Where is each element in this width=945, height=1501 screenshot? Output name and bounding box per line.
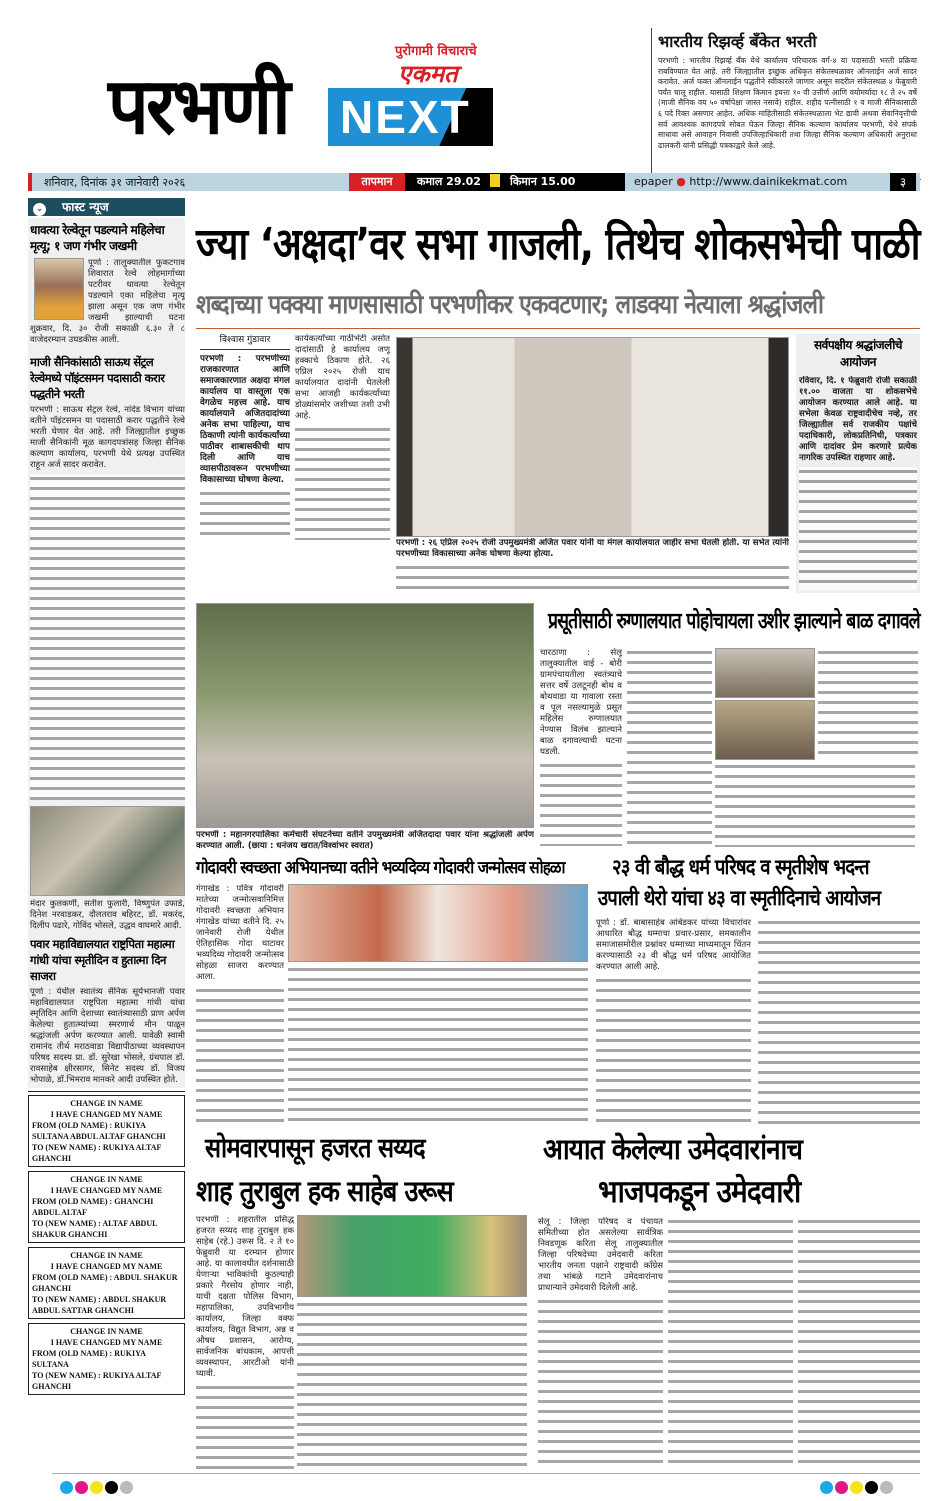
lead-subheadline: शब्दाच्या पक्क्या माणसासाठी परभणीकर एकवटणार; लाडक्या नेत्याला श्रद्धांजली [196, 290, 824, 320]
color-registration-marks [60, 1479, 135, 1498]
story6-headline-2: भाजपकडून उमेदवारी [598, 1174, 801, 1210]
epaper-label [634, 175, 847, 188]
story3-column-1 [196, 884, 284, 1124]
tagline: पुरोगामी विचाराचे [395, 44, 477, 59]
epaper-text: epaper [634, 175, 673, 188]
victim-photo [34, 258, 84, 320]
name-change-notice [28, 1095, 185, 1167]
story2-headline: प्रसूतीसाठी रुग्णालयात पोहोचायला उशीर झाल्याने बाळ दगावले [548, 609, 920, 634]
story-railway-headline: माजी सैनिकांसाठी साऊथ सेंट्रल रेल्वेमध्ये पॉइंटसमन पदासाठी करार पद्धतीने भरती [30, 355, 165, 401]
lead-intro: परभणी : परभणीच्या राजकारणात आणि समाजकारणात अक्षदा मंगल कार्यालय या वास्तूला एक वेगळेच महत्त्व आहे. याच कार्यालयाने अजितदादांच्या अनेक सभा पाहिल्या, याच ठिकाणी त्यांनी कार्यकर्त्यांच्या पाठीवर शाबासकीची थाप दिली आणि याच व्यासपीठावरून परभणीच्या विकासाच्या घोषणा केल्या. [200, 354, 290, 485]
story-tribute-tail: मंदार कुलकर्णी, सतीश फुलारी, विष्णुपंत उफाडे, दिनेश नरवाडकर, दौलतराव बहिरट, डॉ. मकरंद, दिलीप पढारे, गोविंद भोसले, उद्धव वाघमारे आदी. [30, 899, 185, 931]
color-registration-marks [820, 1479, 895, 1498]
cyan-dot [60, 1481, 73, 1494]
magenta-dot [835, 1481, 848, 1494]
bottom-rule [52, 1473, 920, 1474]
tribute-box-headline: सर्वपक्षीय श्रद्धांजलीचे आयोजन [814, 338, 902, 369]
story3-headline: गोदावरी स्वच्छता अभियानच्या वतीने भव्यदिव्य गोदावरी जन्मोत्सव सोहळा [196, 858, 565, 878]
dargah-photo [297, 1215, 527, 1297]
name-change-notice [28, 1247, 185, 1319]
story3-body: गंगाखेड : पवित्र गोदावरी मातेच्या जन्मोत्सवानिमित्त गोदावरी स्वच्छता अभियान गंगाखेड यांच्या वतीने दि. २५ जानेवारी रोजी येथील ऐतिहासिक गोदा घाटावर भव्यदिव्य गोदावरी जन्मोत्सव सोहळा साजरा करण्यात आला. [196, 884, 284, 982]
story-gandhi-body: पूर्णा : येथील स्वातंत्र्य सैनिक सूर्यभानजी पवार महाविद्यालयात राष्ट्रपिता महात्मा गांधी यांचा स्मृतिदिन आणि देशाच्या स्वातंत्र्यासाठी प्राण अर्पण केलेल्या हुतात्म्यांच्या स्मरणार्थ मौन पाळून श्रद्धांजली अर्पण करण्यात आली. यावेळी स्वामी रामानंद तीर्थ मराठवाडा विद्यापीठाच्या व्यवस्थापन परिषद सदस्य प्रा. डॉ. सुरेखा भोसले, ग्रंथपाल डॉ. रावसाहेब क्षीरसागर, सिनेट सदस्य डॉ. विजय भोपाळे, डॉ.भिमराव मानकरे आदी उपस्थित होते. [30, 987, 185, 1085]
text-block [715, 762, 915, 847]
text-block [196, 1383, 294, 1470]
divider [28, 1091, 185, 1092]
text-block [30, 474, 185, 800]
fast-news-header [28, 198, 185, 216]
rbi-notice [651, 28, 921, 180]
story4-column-1 [596, 918, 751, 1125]
date: शनिवार, दिनांक ३१ जानेवारी २०२६ [44, 176, 186, 189]
notice-to: TO (NEW NAME) : ABDUL SHAKUR ABDUL SATTAR GHANCHI [32, 1295, 167, 1315]
story5-body: परभणी : शहरातील प्रसिद्ध हजरत सय्यद शाह तुराबुल हक साहेब (रहे.) उरूस दि. २ ते १० फेब्रुवारी या दरम्यान होणार आहे. या कालावधीत दर्शनासाठी येणाऱ्या भाविकांची कुठल्याही प्रकारे गैरसोय होणार नाही, याची दक्षता पोलिस विभाग, महापालिका, उपविभागीय कार्यालय, जिल्हा वक्फ कार्यालय, विद्युत विभाग, अन्न व औषध प्रशासन, आरोग्य, सार्वजनिक बांधकाम, आपत्ती व्यवस्थापन, आरटीओ यांनी घ्यावी. [196, 1215, 294, 1379]
story5-column-1 [196, 1215, 294, 1470]
story6-headline-1: आयात केलेल्या उमेदवारांनाच [543, 1132, 803, 1166]
divider [196, 328, 920, 329]
next-logo [328, 88, 493, 146]
byline: विश्वास गुंडावार [200, 334, 290, 350]
chevron-down-icon: ⌄ [33, 203, 46, 216]
epaper-url[interactable]: http://www.dainikekmat.com [689, 175, 848, 188]
story-train [30, 258, 185, 346]
story-train-headline: धावत्या रेल्वेतून पडल्याने महिलेचा मृत्यू; १ जण गंभीर जखमी [30, 223, 165, 253]
black-dot [105, 1481, 118, 1494]
story-train-body: पूर्णा : तालुक्यातील फुकटगाव शिवारात रेल्वे लोहमार्गाच्या पटरीवर धावत्या रेल्वेतून पडल्याने एका महिलेचा मृत्यू झाला असून एक जण गंभीर जखमी झाल्याची घटना शुक्रवार, दि. ३० रोजी सकाळी ६.३० ते ८ वाजेदरम्यान उघडकीस आली. [30, 258, 185, 345]
tribute-box [796, 334, 920, 593]
left-stories [30, 222, 185, 1086]
name-change-notice [28, 1323, 185, 1395]
lead-headline: ज्या ‘अक्षदा’वर सभा गाजली, तिथेच शोकसभेची पाळी [196, 219, 920, 270]
rbi-headline: भारतीय रिझर्व्ह बँकेत भरती [658, 32, 817, 51]
ekmat-logo: एकमत [398, 60, 458, 88]
text-block [295, 425, 390, 540]
story5-headline-1: सोमवारपासून हजरत सय्यद [205, 1133, 425, 1164]
lead-column-2 [295, 334, 390, 540]
text-block [627, 648, 712, 848]
story4-headline-1: २३ वी बौद्ध धर्म परिषद व स्मृतीशेष भदन्त [612, 855, 869, 879]
lead-col2: कार्यकर्त्यांच्या गाठीभेटी असोत दादांसाठी हे कार्यालय जणू हक्काचे ठिकाण होते. २६ एप्रिल २०२५ रोजी याच कार्यालयात दादांनी घेतलेली सभा आजही कार्यकर्त्यांच्या डोळ्यांसमोर जशीच्या तशी उभी आहे. [295, 334, 390, 421]
tribute-photo-left [30, 806, 185, 896]
page-number: ३ [890, 173, 916, 191]
text-block [288, 965, 588, 1125]
text-block [799, 467, 917, 590]
notice-sub: I HAVE CHANGED MY NAME [50, 1262, 163, 1271]
story6-column-1 [538, 1217, 663, 1470]
text-block [297, 1300, 527, 1470]
magenta-dot [75, 1481, 88, 1494]
notice-to: TO (NEW NAME) : RUKIYA ALTAF GHANCHI [32, 1143, 162, 1163]
cyan-dot [820, 1481, 833, 1494]
text-block [758, 918, 920, 1125]
temp-min: किमान 15.00 [509, 175, 576, 188]
story6-body: सेलू : जिल्हा परिषद व पंचायत समितीच्या होत असलेल्या सार्वत्रिक निवडणूक करिता सेलू तालुक्यातील जिल्हा परिषदेच्या उमेदवारी करिता भारतीय जनता पक्षाने राष्ट्रवादी काँग्रेस तथा भांबळे गटाने उमेदवारांनाच प्राधान्याने उमेदवारी दिलेली आहे. [538, 1217, 663, 1293]
notice-title: CHANGE IN NAME [70, 1175, 143, 1184]
notice-from: FROM (OLD NAME) : RUKIYA SULTANA ABDUL ALTAF GHANCHI [32, 1121, 166, 1141]
story2-body: चारठाणा : सेलू तालुक्यातील वाई - बोरी ग्रामपंचायतीला स्वतंत्र्याचे सत्तर वर्षे उलटूनही बोथ व बोथवाडा या गावाला रस्ता व पूल नसल्यामुळे प्रसूत महिलेस रुग्णालयात नेण्यास विलंब झाल्याने बाळ दगावल्याची घटना घडली. [540, 648, 622, 757]
notice-from: FROM (OLD NAME) : ABDUL SHAKUR GHANCHI [32, 1273, 178, 1293]
temp-max: कमाल 29.02 [417, 175, 481, 188]
text-block [396, 563, 789, 594]
notice-sub: I HAVE CHANGED MY NAME [50, 1338, 163, 1347]
text-block [200, 489, 290, 540]
yellow-dot [90, 1481, 103, 1494]
story2-column-1 [540, 648, 622, 846]
notice-from: FROM (OLD NAME) : GHANCHI ABDUL ALTAF [32, 1197, 154, 1217]
text-block [668, 1217, 793, 1470]
text-block [538, 1297, 663, 1470]
gray-dot [120, 1481, 133, 1494]
text-block [798, 1217, 920, 1470]
story2-caption: परभणी : महानगरपालिका कर्मचारी संघटनेच्या वतीने उपमुख्यमंत्री अजितदादा पवार यांना श्रद्धांजली अर्पण करण्यात आली. (छाया : धनंजय खरात/विश्वांभर स्वरात) [196, 830, 534, 851]
text-block [540, 761, 622, 846]
next-logo-text: NEXT [340, 91, 471, 143]
story5-headline-2: शाह तुराबुल हक साहेब उरूस [196, 1174, 453, 1208]
story-railway-body: परभणी : साऊथ सेंट्रल रेल्वे, नांदेड विभाग यांच्या वतीने पॉइंटसमन या पदासाठी करार पद्धतीने रेल्वे भरती घेणार येत आहे. तरी जिल्ह्यातील इच्छुक माजी सैनिकांनी मूळ कागदपत्रांसह जिल्हा सैनिक कल्याण कार्यालय, परभणी येथे प्रत्यक्ष उपस्थित राहून अर्ज सादर करावेत. [30, 405, 185, 470]
story-gandhi-headline: पवार महाविद्यालयात राष्ट्रपिता महात्मा गांधी यांचा स्मृतीदिन व हुतात्मा दिन साजरा [30, 937, 175, 983]
lead-photo-caption-area [396, 538, 789, 594]
story4-body: पूर्णा : डॉ. बाबासाहेब आंबेडकर यांच्या विचारांवर आधारित बौद्ध धम्माचा प्रचार-प्रसार, समकालीन समाजासमोरील प्रश्नांवर धम्माच्या माध्यमातून चिंतन करण्यासाठी २३ वी बौद्ध धर्म परिषद आयोजित करण्यात आली आहे. [596, 918, 751, 972]
lead-photo [396, 337, 789, 537]
gray-dot [880, 1481, 893, 1494]
date-bar [28, 173, 920, 191]
notice-to: TO (NEW NAME) : RUKIYA ALTAF GHANCHI [32, 1371, 162, 1391]
notice-title: CHANGE IN NAME [70, 1327, 143, 1336]
notice-from: FROM (OLD NAME) : RUKIYA SULTANA [32, 1349, 146, 1369]
lead-column-1 [200, 334, 290, 540]
notice-to: TO (NEW NAME) : ALTAF ABDUL SHAKUR GHANCHI [32, 1219, 157, 1239]
rbi-body: परभणी : भारतीय रिझर्व्ह बँक येथे कार्यालय परिचारक वर्ग-४ या पदासाठी भरती प्रक्रिया राबविण्यात येत आहे. तरी जिल्ह्यातील इच्छुक अधिकृत संकेतस्थळावर ऑनलाईन अर्ज सादर करावेत. अर्ज फक्त ऑनलाईन पद्धतीने स्वीकारले जाणार असून सदरील संकेतस्थळ ४ फेब्रुवारी पर्यंत चालू राहील. यासाठी शिक्षण किमान इयत्ता १० वी उत्तीर्ण आणि वयोमर्यादा १८ ते २५ वर्षे (माजी सैनिक वय ५० वर्षापेक्षा जास्त नसावे) राहील. शहीद पत्नीसाठी १ व माजी सैनिकासाठी ६ पदे रिक्त असणार आहेत. अधिक माहितीसाठी संकेतस्थळाला भेट द्यावी अथवा सेवानिवृत्तीची सर्व आवश्यक कागदपत्रे सोबत घेऊन जिल्हा सैनिक कल्याण कार्यालय परभणी, येथे संपर्क साधावा असे आवाहन निवासी उपजिल्हाधिकारी तथा जिल्हा सैनिक कल्याण अधिकारी अनुराधा ढालकरी यांनी प्रसिद्धी पत्रकाद्वारे केले आहे. [658, 56, 917, 150]
text-block [196, 986, 284, 1124]
text-block [596, 976, 751, 1125]
village-photo [715, 700, 815, 760]
road-photo [715, 648, 815, 698]
notice-sub: I HAVE CHANGED MY NAME [50, 1186, 163, 1195]
temp-box [405, 173, 625, 191]
notice-title: CHANGE IN NAME [70, 1099, 143, 1108]
name-change-notice [28, 1171, 185, 1243]
temp-label: तापमान [349, 173, 405, 191]
lead-photo-caption: परभणी : २६ एप्रिल २०२५ रोजी उपमुख्यमंत्री अजित पवार यांनी या मंगल कार्यालयात जाहीर सभा घेतली होती. या सभेत त्यांनी परभणीच्या विकासाच्या अनेक घोषणा केल्या होत्या. [396, 538, 789, 559]
yellow-dot [850, 1481, 863, 1494]
sun-icon [490, 174, 500, 187]
tribute-photo [196, 603, 534, 828]
black-dot [865, 1481, 878, 1494]
notice-sub: I HAVE CHANGED MY NAME [50, 1110, 163, 1119]
story4-headline-2: उपाली थेरो यांचा ४३ वा स्मृतीदिनाचे आयोजन [598, 886, 881, 910]
godavari-photo [288, 884, 588, 962]
section-title: फास्ट न्यूज [62, 200, 109, 214]
name-change-notices [28, 1095, 185, 1395]
search-icon: ● [676, 175, 686, 188]
text-block [818, 648, 918, 758]
notice-title: CHANGE IN NAME [70, 1251, 143, 1260]
tribute-box-body: रविवार, दि. १ फेब्रुवारी रोजी सकाळी ११.०० वाजता या शोकसभेचे आयोजन करण्यात आले आहे. या सभेला केवळ राष्ट्रवादीचेच नव्हे, तर जिल्ह्यातील सर्व राजकीय पक्षांचे पदाधिकारी, लोकप्रतिनिधी, पत्रकार आणि दादांवर प्रेम करणारे प्रत्येक नागरिक उपस्थित राहणार आहे. [799, 376, 917, 463]
masthead-title: परभणी [108, 62, 288, 152]
